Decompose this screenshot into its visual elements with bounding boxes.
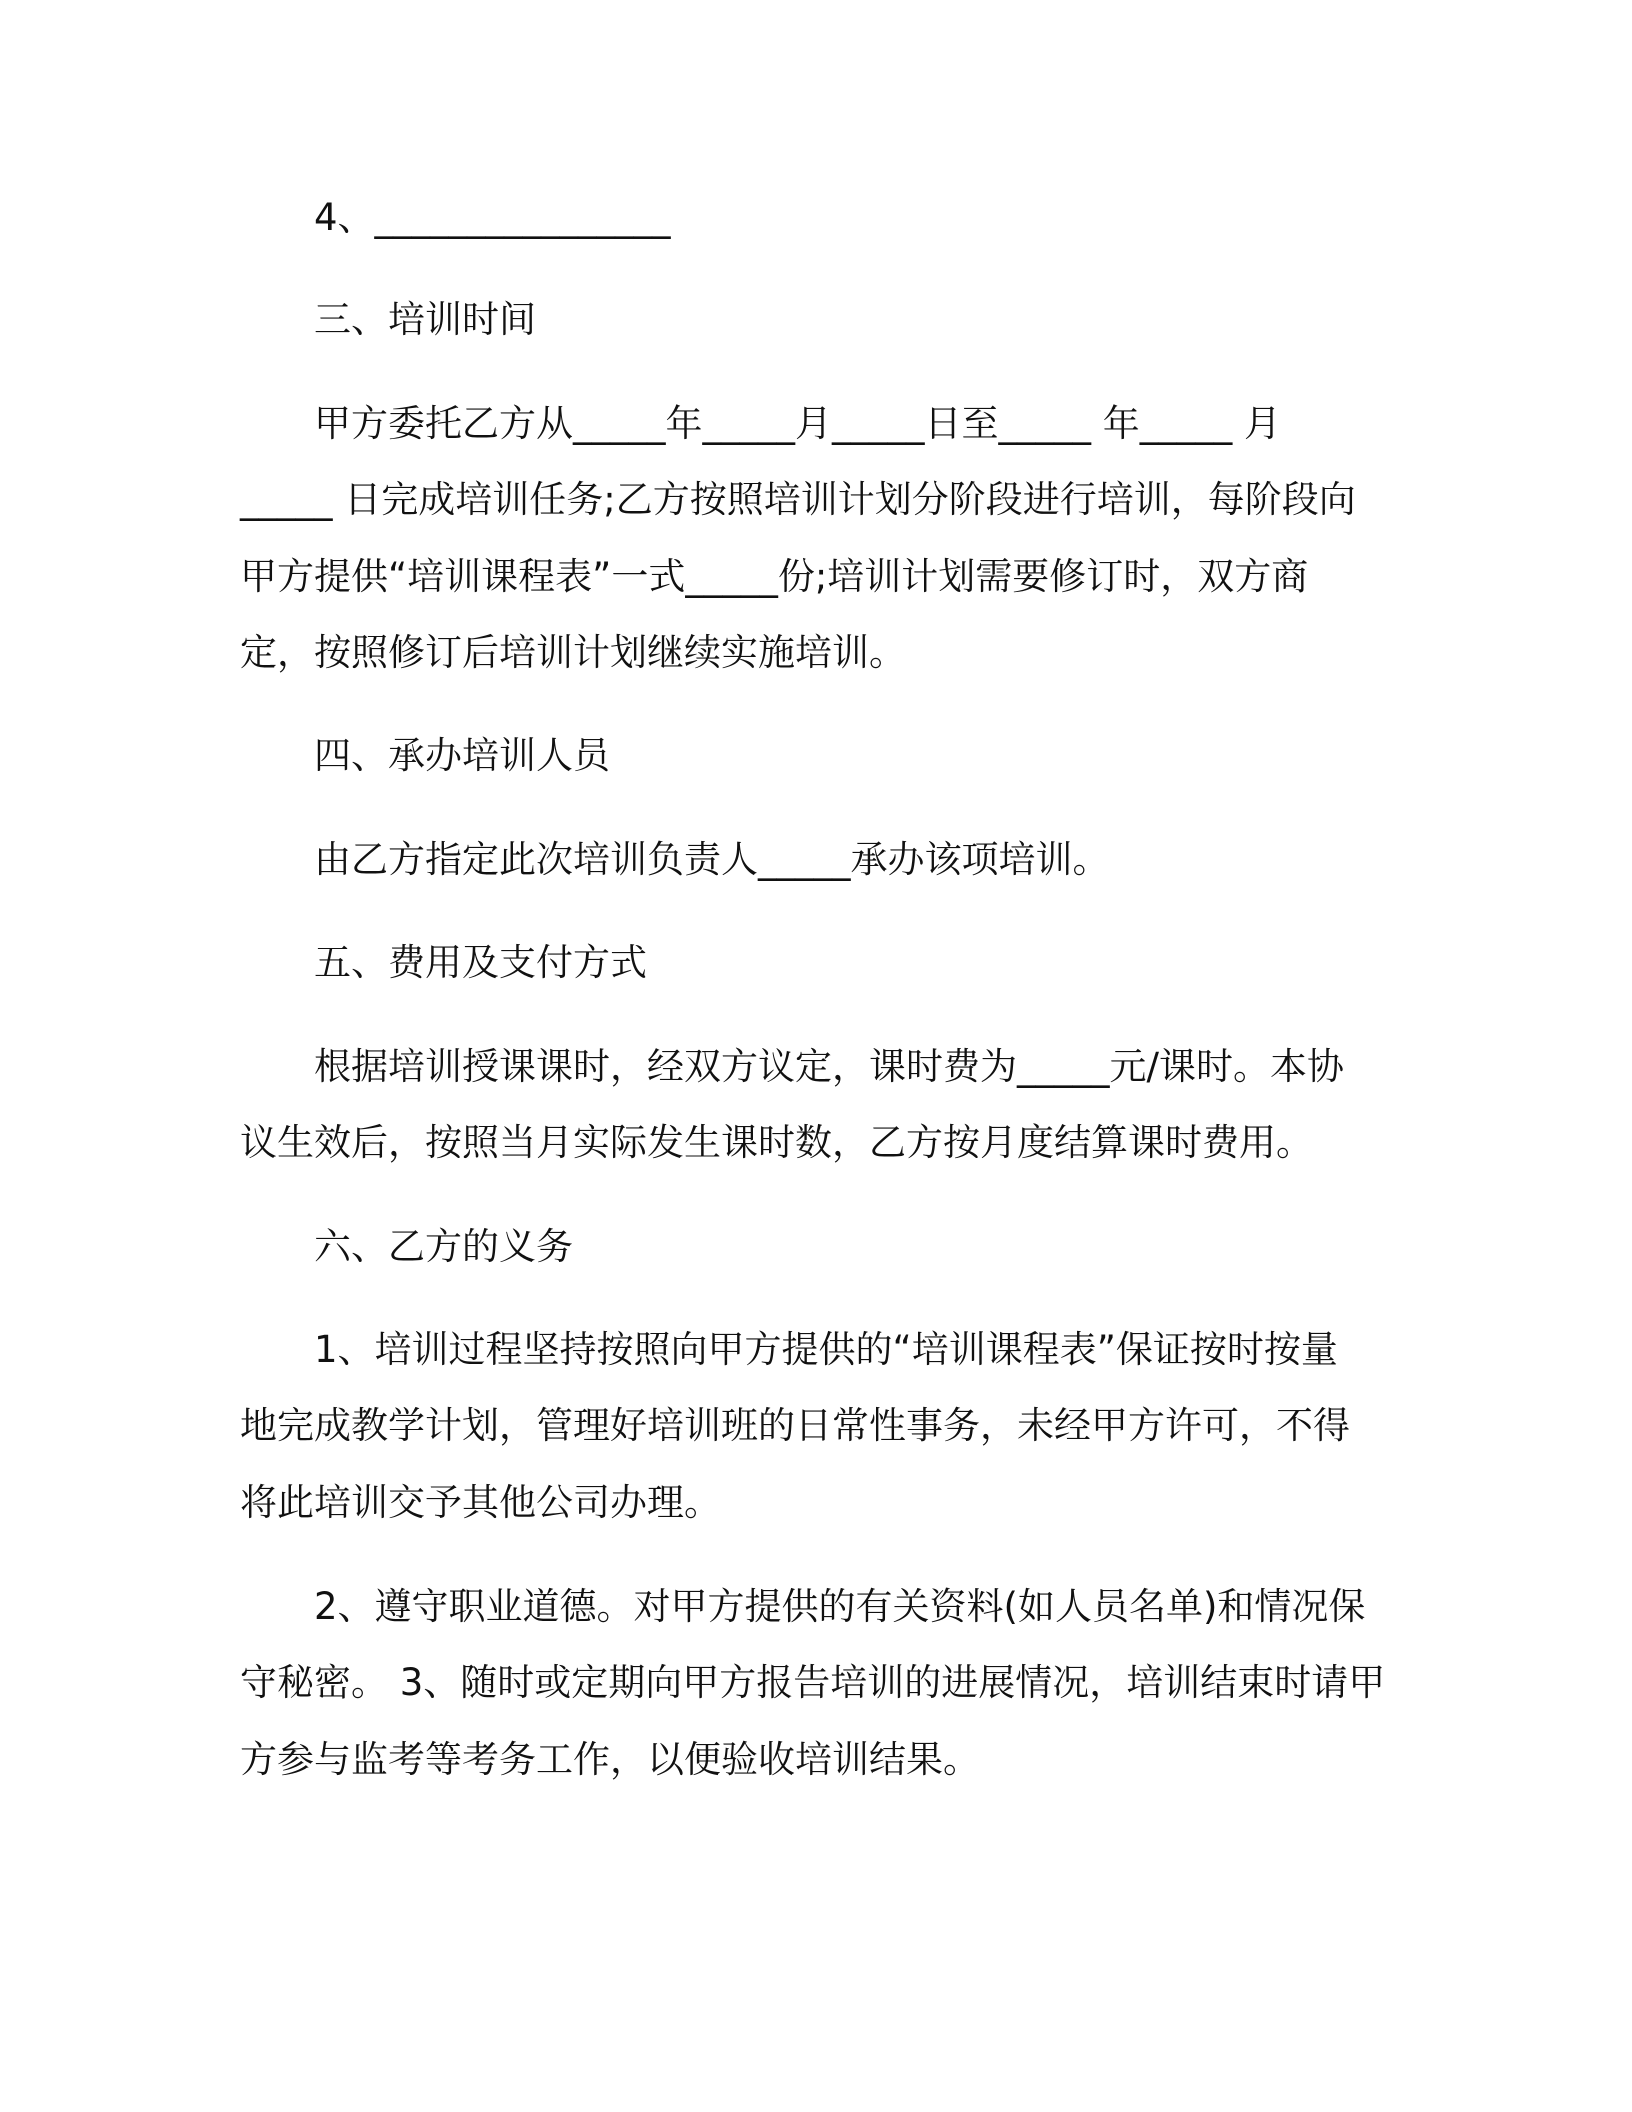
paragraph-line: 1、培训过程坚持按照向甲方提供的“培训课程表”保证按时按量 (314, 1328, 1338, 1371)
paragraph-line: 由乙方指定此次培训负责人_____承办该项培训。 (314, 838, 1110, 881)
paragraph-line: 定，按照修订后培训计划继续实施培训。 (240, 631, 906, 674)
paragraph-line: 甲方委托乙方从_____年_____月_____日至_____ 年_____ 月 (314, 402, 1282, 445)
paragraph-line: 甲方提供“培训课程表”一式_____份;培训计划需要修订时，双方商 (240, 555, 1309, 598)
list-item-4-blank: 4、________________ (314, 196, 671, 239)
paragraph-line: 根据培训授课课时，经双方议定，课时费为_____元/课时。本协 (314, 1045, 1344, 1088)
paragraph-line: 方参与监考等考务工作，以便验收培训结果。 (240, 1738, 980, 1781)
paragraph-line: 2、遵守职业道德。对甲方提供的有关资料(如人员名单)和情况保 (314, 1585, 1366, 1628)
section-heading-training-time: 三、培训时间 (314, 298, 536, 341)
paragraph-line: 地完成教学计划，管理好培训班的日常性事务，未经甲方许可，不得 (240, 1404, 1350, 1447)
paragraph-line: _____ 日完成培训任务;乙方按照培训计划分阶段进行培训，每阶段向 (240, 478, 1356, 521)
section-heading-fees: 五、费用及支付方式 (314, 941, 647, 984)
section-heading-obligations: 六、乙方的义务 (314, 1225, 573, 1268)
paragraph-line: 守秘密。 3、随时或定期向甲方报告培训的进展情况，培训结束时请甲 (240, 1661, 1386, 1704)
paragraph-line: 将此培训交予其他公司办理。 (240, 1481, 721, 1524)
section-heading-trainers: 四、承办培训人员 (314, 734, 610, 777)
paragraph-line: 议生效后，按照当月实际发生课时数，乙方按月度结算课时费用。 (240, 1121, 1313, 1164)
